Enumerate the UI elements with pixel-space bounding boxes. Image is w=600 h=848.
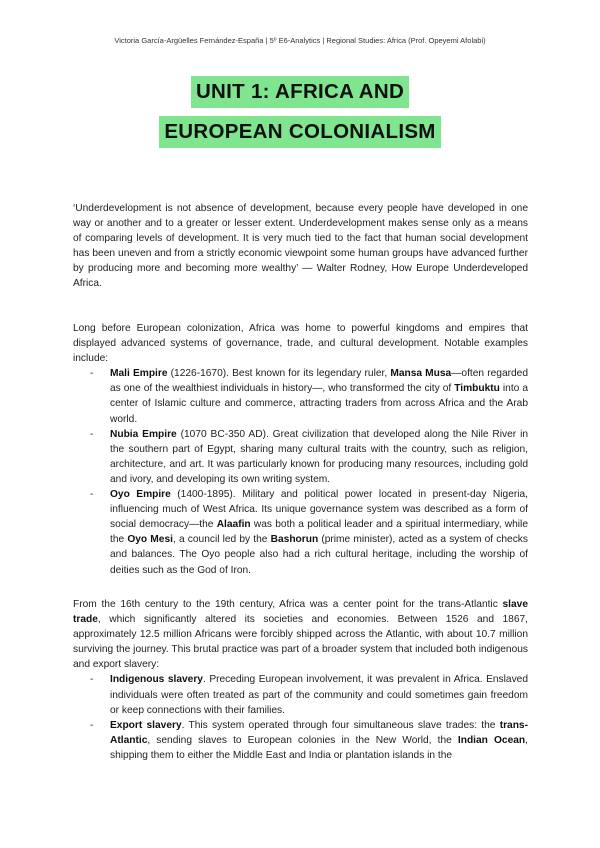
- empires-section: [73, 321, 528, 578]
- empire-list: [73, 366, 528, 577]
- title-line-1: UNIT 1: AFRICA AND: [0, 76, 600, 108]
- list-item-nubia: - Nubia Empire (1070 BC-350 AD). Great civilization that developed along the Nile River in the southern part of Egypt, sharing many cultural traits with the country, such as religion, architecture, and art. It was particularly known for producing many resources, including gold and ivory, and developing its own writing system.: [73, 427, 528, 487]
- intro-paragraph: Long before European colonization, Africa was home to powerful kingdoms and empires that displayed advanced systems of governance, trade, and cultural development. Notable examples include:: [73, 323, 528, 365]
- slavery-list: [73, 672, 528, 763]
- page-header: Victoria García-Argüelles Fernández-España | 5º E6-Analytics | Regional Studies: Africa (Prof. Opeyemi Afolabi): [114, 36, 486, 45]
- list-item-indigenous: - Indigenous slavery. Preceding European involvement, it was prevalent in Africa. Enslaved individuals were often treated as part of the community and could sometimes gain freedom or keep connections with their families.: [73, 672, 528, 717]
- list-item-mali: - Mali Empire (1226-1670). Best known for its legendary ruler, Mansa Musa—often regarded as one of the wealthiest individuals in history—, who transformed the city of Timbuktu into a center of Islamic culture and commerce, attracting traders from across Africa and the Arab world.: [73, 366, 528, 426]
- list-item-export: - Export slavery. This system operated through four simultaneous slave trades: the trans-Atlantic, sending slaves to European colonies in the New World, the Indian Ocean, shipping them to either the Middle East and India or plantation islands in the: [73, 718, 528, 763]
- list-item-oyo: - Oyo Empire (1400-1895). Military and political power located in present-day Nigeria, influencing much of West Africa. Its unique governance system was described as a form of social democracy—the Alaafin was both a political leader and a spiritual intermediary, while the Oyo Mesi, a council led by the Bashorun (prime minister), acted as a system of checks and balances. The Oyo people also had a rich cultural heritage, including the worship of deities such as the God of Iron.: [73, 487, 528, 578]
- title-line-2: EUROPEAN COLONIALISM: [0, 116, 600, 148]
- slave-trade-paragraph: From the 16th century to the 19th century, Africa was a center point for the trans-Atlantic slave trade, which significantly altered its societies and economies. Between 1526 and 1867, approximately 12.5 million Africans were forcibly shipped across the Atlantic, with about 10.7 million surviving the journey. This brutal practice was part of a broader system that included both indigenous and export slavery:: [73, 599, 528, 671]
- slave-trade-section: [73, 597, 528, 763]
- quote-paragraph: ‘Underdevelopment is not absence of development, because every people have developed in one way or another and to a greater or lesser extent. Underdevelopment makes sense only as a means of comparing levels of development. It is very much tied to the fact that human social development has been uneven and from a strictly economic viewpoint some human groups have advanced further by producing more and becoming more wealthy’ — Walter Rodney, How Europe Underdeveloped Africa.: [73, 203, 528, 290]
